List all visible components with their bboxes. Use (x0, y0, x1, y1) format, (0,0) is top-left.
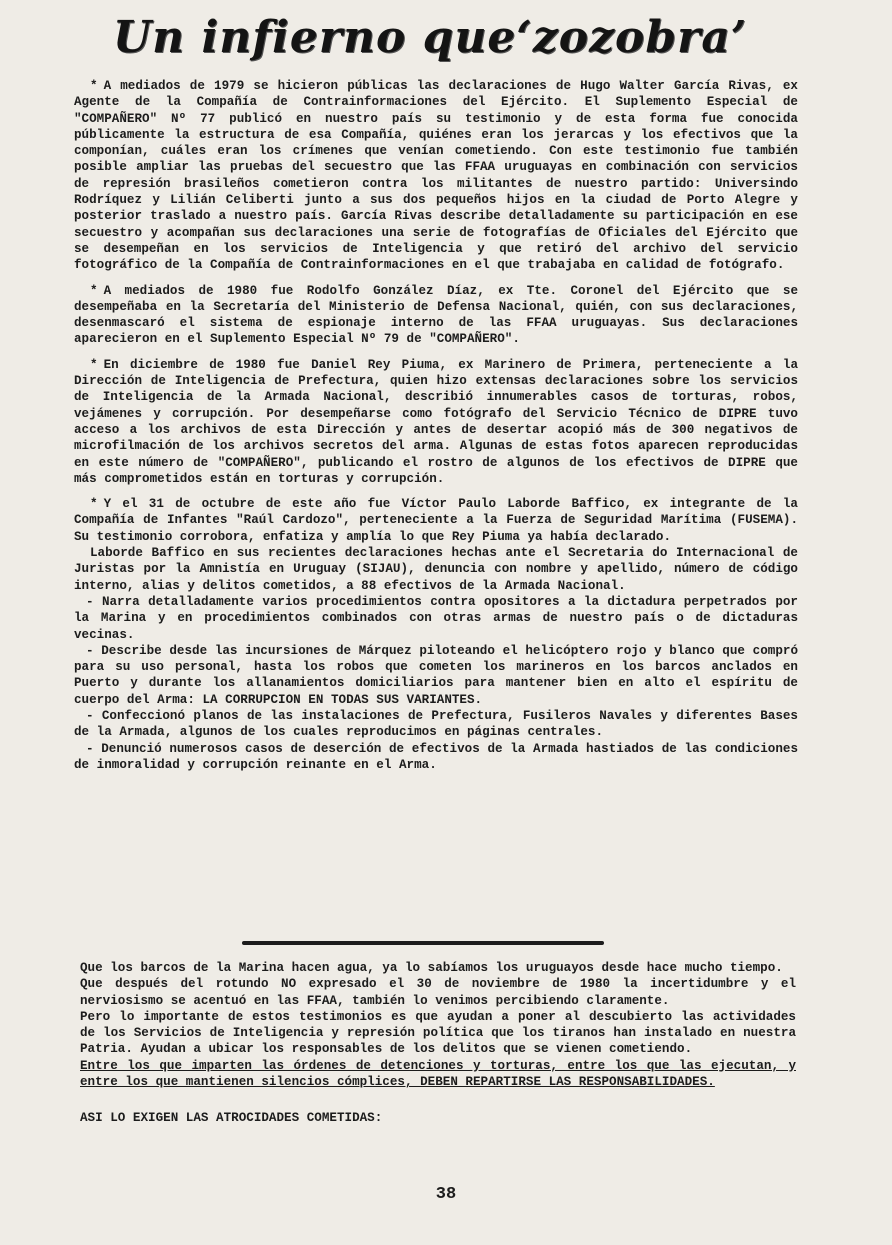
paragraph-garcia-rivas: * A mediados de 1979 se hicieron públicas las declaraciones de Hugo Walter García Rivas, ex Agente de la Compañía de Contrainformaciones del Ejército. El Suplemento Especial de "COMPAÑERO" Nº 77 publicó en nuestro país su testimonio y de esta forma fue conocida públicamente la estructura de esa Compañía, quiénes eran los jerarcas y los efectivos que la componían, cuáles eran los crímenes que venían cometiendo. Con este testimonio fue también posible ampliar las pruebas del secuestro que las FFAA uruguayas en combinación con servicios de represión brasileños cometieron contra los militantes de nuestro partido: Universindo Rodríquez y Lilián Celiberti junto a sus dos pequeños hijos en la ciudad de Porto Alegre y posterior traslado a nuestro país. García Rivas describe detalladamente su participación en ese secuestro y acompañan sus declaraciones una serie de fotografías de Oficiales del Ejército que se desempeñan en los servicios de Inteligencia y que retiró del archivo del servicio fotográfico de la Compañía de Contrainformaciones en el que trabajaba en calidad de fotógrafo. (74, 79, 798, 273)
article-body (74, 78, 798, 773)
list-item: - Confeccionó planos de las instalaciones de Prefectura, Fusileros Navales y diferentes Bases de la Armada, algunos de los cuales reproducimos en páginas centrales. (74, 708, 798, 740)
page-title: Un infierno que‘zozobra’ (112, 12, 748, 63)
paragraph-laborde-declarations: Laborde Baffico en sus recientes declaraciones hechas ante el Secretaria do Internacional de Juristas por la Amnistía en Uruguay (SIJAU), denuncia con nombre y apellido, número de código interno, alias y delitos cometidos, a 88 efectivos de la Armada Nacional. (74, 546, 798, 593)
bullet-mark: * (90, 497, 98, 512)
section-divider (242, 941, 604, 945)
final-line: ASI LO EXIGEN LAS ATROCIDADES COMETIDAS: (80, 1111, 383, 1126)
paragraph-laborde-intro: * Y el 31 de octubre de este año fue Víctor Paulo Laborde Baffico, ex integrante de la Compañía de Infantes "Raúl Cardozo", perteneciente a la Fuerza de Seguridad Marítima (FUSEMA). Su testimonio corrobora, enfatiza y amplía lo que Rey Piuma ya había declarado. (74, 497, 798, 544)
closing-paragraph: Que los barcos de la Marina hacen agua, ya lo sabíamos los uruguayos desde hace mucho tiempo. (80, 961, 783, 975)
page-number: 38 (435, 1185, 457, 1204)
paragraph-rey-piuma: * En diciembre de 1980 fue Daniel Rey Piuma, ex Marinero de Primera, perteneciente a la Dirección de Inteligencia de Prefectura, quien hizo extensas declaraciones sobre los servicios de Inteligencia de la Armada Nacional, describió innumerables casos de torturas, robos, vejámenes y corrupción. Por desempeñarse como fotógrafo del Servicio Técnico de DIPRE tuvo acceso a los archivos de esta Dirección y antes de desertar acopió más de 300 negativos de microfilmación de los archivos secretos del arma. Algunas de estas fotos aparecen reproducidas en este número de "COMPAÑERO", publicando el rostro de algunos de los efectivos de DIPRE que más comprometidos están en torturas y corrupción. (74, 357, 798, 486)
list-item: - Narra detalladamente varios procedimientos contra opositores a la dictadura perpetrados por la Marina y en procedimientos combinados con otras armas de nuestro país o de dictaduras vecinas. (74, 594, 798, 642)
bullet-mark: * (90, 283, 98, 298)
closing-paragraph: Que después del rotundo NO expresado el 30 de noviembre de 1980 la incertidumbre y el nerviosismo se acentuó en las FFAA, también lo venimos percibiendo claramente. (80, 977, 796, 1008)
bullet-mark: * (90, 357, 98, 372)
closing-paragraph: Pero lo importante de estos testimonios es que ayudan a poner al descubierto las actividades de los Servicios de Inteligencia y represión política que los tiranos han instalado en nuestra Patria. Ayudan a ubicar los responsables de los delitos que se vienen cometiendo. (80, 1009, 796, 1057)
paragraph-gonzalez-diaz: * A mediados de 1980 fue Rodolfo González Díaz, ex Tte. Coronel del Ejército que se desempeñaba en la Secretaría del Ministerio de Defensa Nacional, quién, con sus declaraciones, desenmascaró el sistema de espionaje interno de las FFAA uruguayas. Sus declaraciones aparecieron en el Suplemento Especial Nº 79 de "COMPAÑERO". (74, 283, 798, 347)
list-item: - Denunció numerosos casos de deserción de efectivos de la Armada hastiados de las condiciones de inmoralidad y corrupción reinante en el Arma. (74, 741, 798, 772)
bullet-mark: * (90, 79, 98, 93)
list-item: - Describe desde las incursiones de Márquez piloteando el helicóptero rojo y blanco que compró para su uso personal, hasta los robos que cometen los marineros en los barcos anclados en Puerto y durante los allanamientos domiciliarios para mantener bien en alto el espíritu de cuerpo del Arma: LA CORRUPCION EN TODAS SUS VARIANTES. (74, 643, 798, 707)
closing-paragraph: Entre los que imparten las órdenes de detenciones y torturas, entre los que las ejecutan, y entre los que mantienen silencios cómplices, DEBEN REPARTIRSE LAS RESPONSABILIDADES. (80, 1058, 796, 1090)
closing-section (80, 960, 796, 1127)
